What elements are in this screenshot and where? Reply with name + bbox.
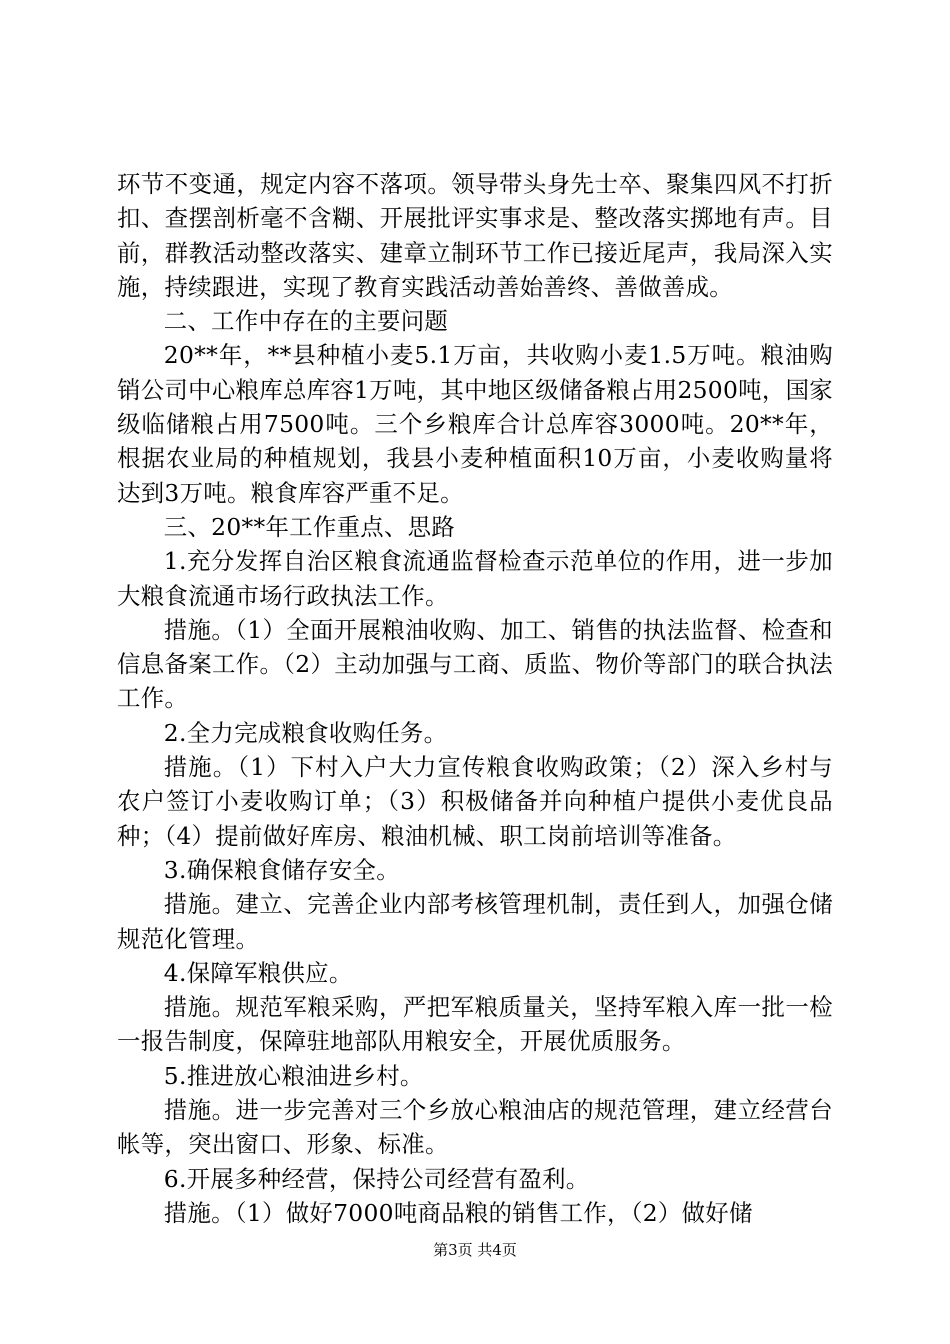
item-3-heading: 3.确保粮食储存安全。 — [163, 855, 400, 884]
item-6-measures: 措施。（1）做好7000吨商品粮的销售工作，（2）做好储 — [163, 1198, 753, 1227]
item-6-heading: 6.开展多种经营，保持公司经营有盈利。 — [163, 1164, 590, 1193]
item-1-measures: 措施。（1）全面开展粮油收购、加工、销售的执法监督、检查和信息备案工作。（2）主动加强与工商、质监、物价等部门的联合执法工作。 — [117, 615, 833, 713]
paragraph-problems: 20**年，**县种植小麦5.1万亩，共收购小麦1.5万吨。粮油购销公司中心粮库总库容1万吨，其中地区级储备粮占用2500吨，国家级临储粮占用7500吨。三个乡粮库合计总库容3000吨。20**年，根据农业局的种植规划，我县小麦种植面积10万亩，小麦收购量将达到3万吨。粮食库容严重不足。 — [117, 341, 833, 507]
item-5-measures: 措施。进一步完善对三个乡放心粮油店的规范管理，建立经营台帐等，突出窗口、形象、标准。 — [117, 1096, 833, 1159]
item-4-heading: 4.保障军粮供应。 — [163, 958, 353, 987]
item-2-measures: 措施。（1）下村入户大力宣传粮食收购政策；（2）深入乡村与农户签订小麦收购订单；（3）积极储备并向种植户提供小麦优良品种；（4）提前做好库房、粮油机械、职工岗前培训等准备。 — [117, 753, 833, 850]
section-heading-priorities: 三、20**年工作重点、思路 — [163, 512, 456, 541]
item-2-heading: 2.全力完成粮食收购任务。 — [163, 718, 448, 747]
item-5-heading: 5.推进放心粮油进乡村。 — [163, 1061, 424, 1090]
paragraph-1: 环节不变通，规定内容不落项。领导带头身先士卒、聚集四风不打折扣、查摆剖析毫不含糊、开展批评实事求是、整改落实掷地有声。目前，群教活动整改落实、建章立制环节工作已接近尾声，我局深入实施，持续跟进，实现了教育实践活动善始善终、善做善成。 — [117, 170, 833, 301]
document-body — [117, 167, 833, 1230]
item-3-measures: 措施。建立、完善企业内部考核管理机制，责任到人，加强仓储规范化管理。 — [117, 890, 833, 953]
section-heading-problems: 二、工作中存在的主要问题 — [163, 307, 449, 336]
page-number-footer: 第3页 共4页 — [433, 1241, 517, 1259]
item-1-heading: 1.充分发挥自治区粮食流通监督检查示范单位的作用，进一步加大粮食流通市场行政执法工作。 — [117, 547, 833, 610]
item-4-measures: 措施。规范军粮采购，严把军粮质量关，坚持军粮入库一批一检一报告制度，保障驻地部队用粮安全，开展优质服务。 — [117, 993, 833, 1056]
